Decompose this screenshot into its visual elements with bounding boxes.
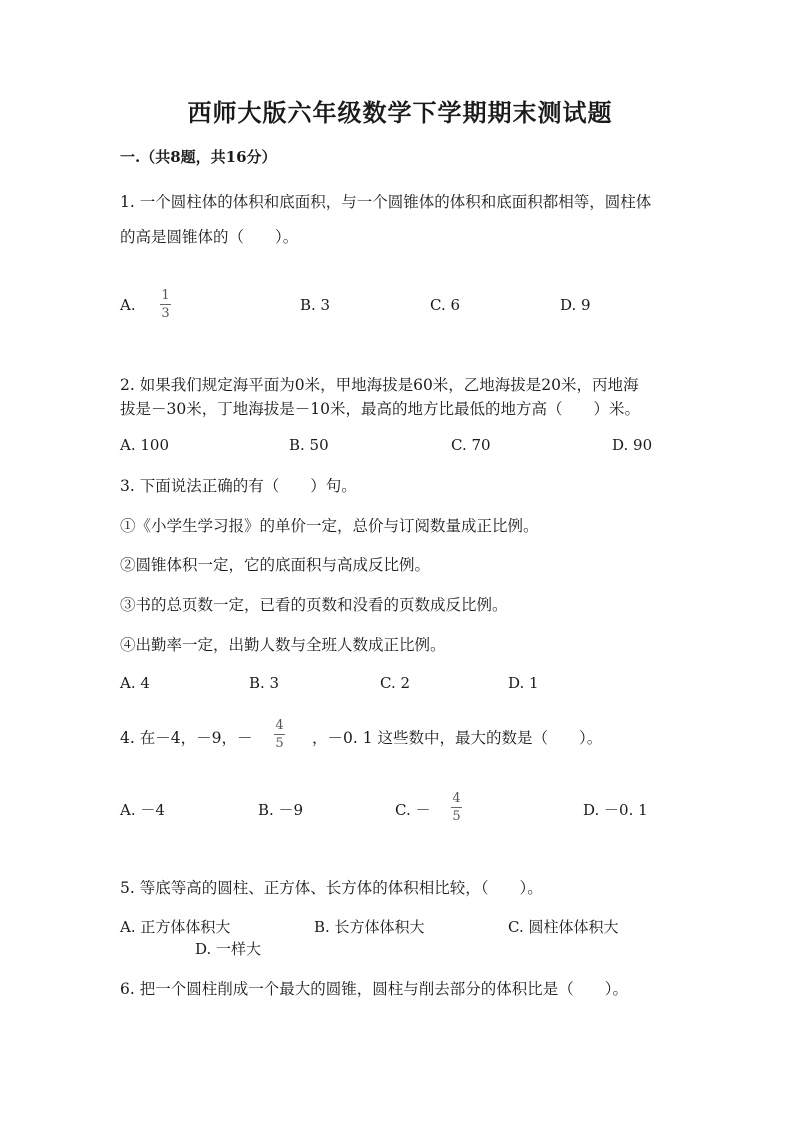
question-4-stem-start: 4. 在－4，－9，－ bbox=[120, 729, 253, 747]
option-d: D. 90 bbox=[612, 436, 653, 454]
option-c: C. 70 bbox=[451, 436, 491, 454]
option-a: A. 正方体体积大 bbox=[120, 918, 231, 936]
question-5-stem: 5. 等底等高的圆柱、正方体、长方体的体积相比较，（ ）。 bbox=[120, 879, 543, 897]
fraction-denominator: 3 bbox=[161, 306, 170, 321]
option-c: C. 6 bbox=[430, 296, 461, 314]
question-2-line-2: 拔是－30米，丁地海拔是－10米，最高的地方比最低的地方高（ ）米。 bbox=[120, 400, 640, 418]
option-d: D. 1 bbox=[508, 674, 539, 692]
question-1-line-1: 1. 一个圆柱体的体积和底面积，与一个圆锥体的体积和底面积都相等，圆柱体 bbox=[120, 193, 652, 211]
question-4-fraction bbox=[274, 719, 285, 750]
page-title: 西师大版六年级数学下学期期末测试题 bbox=[187, 98, 613, 127]
option-a: A. 100 bbox=[120, 436, 169, 454]
question-2-line-1: 2. 如果我们规定海平面为0米，甲地海拔是60米，乙地海拔是20米，丙地海 bbox=[120, 376, 639, 394]
option-d: D. －0. 1 bbox=[583, 801, 648, 819]
option-a: A. 4 bbox=[120, 674, 150, 692]
option-a-fraction bbox=[160, 289, 171, 320]
fraction-numerator: 4 bbox=[275, 718, 284, 733]
question-4-stem-end: ，－0. 1 这些数中，最大的数是（ ）。 bbox=[312, 729, 603, 747]
statement-3: ③书的总页数一定，已看的页数和没看的页数成反比例。 bbox=[120, 596, 508, 614]
option-b: B. 长方体体积大 bbox=[314, 918, 425, 936]
fraction-numerator: 1 bbox=[161, 288, 170, 303]
option-b: B. 3 bbox=[249, 674, 280, 692]
option-a: A. －4 bbox=[120, 801, 165, 819]
question-1-line-2: 的高是圆锥体的（ ）。 bbox=[120, 228, 299, 246]
statement-2: ②圆锥体积一定，它的底面积与高成反比例。 bbox=[120, 556, 431, 574]
option-d: D. 一样大 bbox=[195, 940, 262, 958]
option-a-label: A. bbox=[120, 296, 136, 314]
fraction-denominator: 5 bbox=[275, 736, 284, 751]
question-6-stem: 6. 把一个圆柱削成一个最大的圆锥，圆柱与削去部分的体积比是（ ）。 bbox=[120, 980, 628, 998]
option-c: C. 圆柱体体积大 bbox=[508, 918, 619, 936]
fraction-numerator: 4 bbox=[452, 791, 461, 806]
option-b: B. 3 bbox=[300, 296, 331, 314]
option-c-fraction bbox=[451, 792, 462, 823]
question-3-stem: 3. 下面说法正确的有（ ）句。 bbox=[120, 477, 357, 495]
option-c: C. 2 bbox=[380, 674, 411, 692]
option-c-label: C. － bbox=[395, 801, 431, 819]
option-d: D. 9 bbox=[560, 296, 591, 314]
option-b: B. 50 bbox=[289, 436, 329, 454]
statement-1: ①《小学生学习报》的单价一定，总价与订阅数量成正比例。 bbox=[120, 517, 539, 535]
fraction-denominator: 5 bbox=[452, 809, 461, 824]
option-b: B. －9 bbox=[258, 801, 304, 819]
section-heading: 一.（共8题，共16分） bbox=[120, 148, 277, 166]
statement-4: ④出勤率一定，出勤人数与全班人数成正比例。 bbox=[120, 636, 446, 654]
